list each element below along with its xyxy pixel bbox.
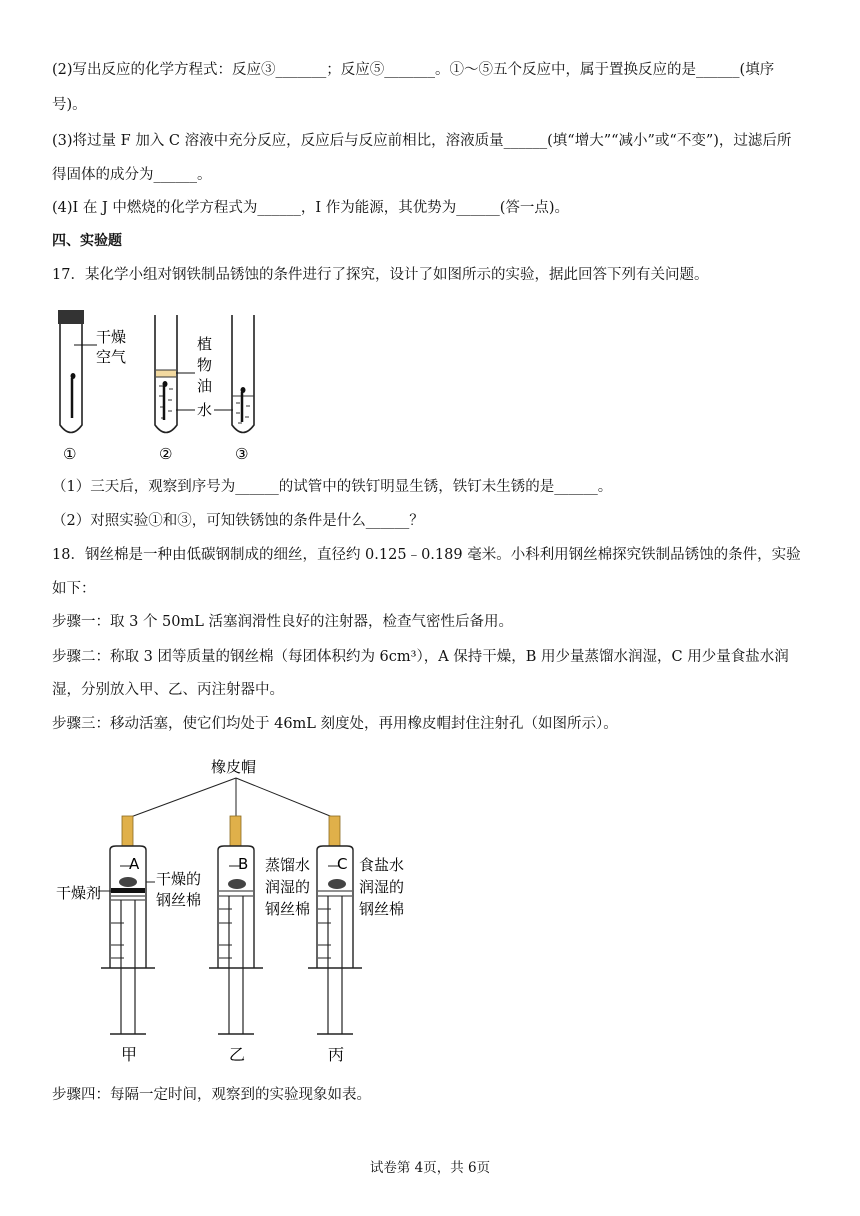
label-oil-1: 植 bbox=[197, 335, 213, 353]
q17-part1: （1）三天后，观察到序号为______的试管中的铁钉明显生锈，铁钉未生锈的是______。 bbox=[52, 479, 613, 495]
tube-3 bbox=[214, 315, 254, 433]
label-jia: 甲 bbox=[121, 1045, 138, 1064]
q16-part3-line2: 得固体的成分为______。 bbox=[52, 167, 212, 183]
label-c: C bbox=[337, 855, 348, 873]
tube-2-number: ② bbox=[159, 445, 173, 463]
step-2-line2: 湿，分别放入甲、乙、丙注射器中。 bbox=[52, 682, 284, 698]
label-oil-2: 物 bbox=[197, 356, 213, 374]
syringe-bing bbox=[308, 816, 362, 1034]
label-rubber-cap: 橡皮帽 bbox=[211, 758, 257, 776]
label-yi: 乙 bbox=[229, 1045, 246, 1064]
label-b-line3: 钢丝棉 bbox=[265, 900, 311, 918]
step-3: 步骤三：移动活塞，使它们均处于 46mL 刻度处，再用橡皮帽封住注射孔（如图所示）。 bbox=[52, 716, 618, 732]
syringe-jia bbox=[98, 816, 155, 1034]
label-c-line2: 润湿的 bbox=[359, 878, 405, 896]
q16-part2-line2: 号)。 bbox=[52, 97, 87, 113]
label-dry-air-2: 空气 bbox=[96, 348, 127, 366]
tube-1-number: ① bbox=[63, 445, 77, 463]
tube-3-number: ③ bbox=[235, 445, 249, 463]
page-footer: 试卷第 4页，共 6页 bbox=[369, 1160, 491, 1176]
section-heading: 四、实验题 bbox=[52, 233, 122, 249]
q16-part4: (4)I 在 J 中燃烧的化学方程式为______，I 作为能源，其优势为______(答一点)。 bbox=[52, 200, 570, 216]
label-a: A bbox=[129, 855, 140, 873]
label-bing: 丙 bbox=[328, 1045, 345, 1064]
label-dry-air-1: 干燥 bbox=[96, 328, 127, 346]
step-2-line1: 步骤二：称取 3 团等质量的钢丝棉（每团体积约为 6cm³），A 保持干燥，B 用少量蒸馏水润湿，C 用少量食盐水润 bbox=[52, 649, 789, 665]
q16-part3-line1: (3)将过量 F 加入 C 溶液中充分反应，反应后与反应前相比，溶液质量______(填“增大”“减小”或“不变”)，过滤后所 bbox=[52, 133, 792, 149]
tube-2 bbox=[155, 315, 195, 433]
q18-stem-line2: 如下： bbox=[52, 581, 96, 597]
step-1: 步骤一：取 3 个 50mL 活塞润滑性良好的注射器，检查气密性后备用。 bbox=[52, 614, 513, 630]
q17-stem: 17．某化学小组对钢铁制品锈蚀的条件进行了探究，设计了如图所示的实验，据此回答下列有关问题。 bbox=[52, 267, 709, 283]
label-desiccant: 干燥剂 bbox=[56, 884, 102, 902]
tube-1 bbox=[58, 310, 97, 433]
q18-stem-line1: 18．钢丝棉是一种由低碳钢制成的细丝，直径约 0.125﹣0.189 毫米。小科利用钢丝棉探究铁制品锈蚀的条件，实验 bbox=[52, 547, 801, 563]
label-water: 水 bbox=[197, 401, 213, 419]
syringe-yi bbox=[209, 816, 263, 1034]
step-4: 步骤四：每隔一定时间，观察到的实验现象如表。 bbox=[52, 1087, 371, 1103]
label-c-line1: 食盐水 bbox=[359, 856, 405, 874]
label-a-line2: 钢丝棉 bbox=[156, 891, 202, 909]
label-b-line2: 润湿的 bbox=[265, 878, 311, 896]
label-oil-3: 油 bbox=[197, 377, 213, 395]
label-b-line1: 蒸馏水 bbox=[265, 856, 311, 874]
label-c-line3: 钢丝棉 bbox=[359, 900, 405, 918]
q16-part2-line1: (2)写出反应的化学方程式：反应③_______；反应⑤_______。①～⑤五个反应中，属于置换反应的是______(填序 bbox=[52, 62, 775, 78]
label-a-line1: 干燥的 bbox=[156, 870, 202, 888]
label-b: B bbox=[238, 855, 249, 873]
q17-part2: （2）对照实验①和③，可知铁锈蚀的条件是什么______？ bbox=[52, 513, 424, 529]
